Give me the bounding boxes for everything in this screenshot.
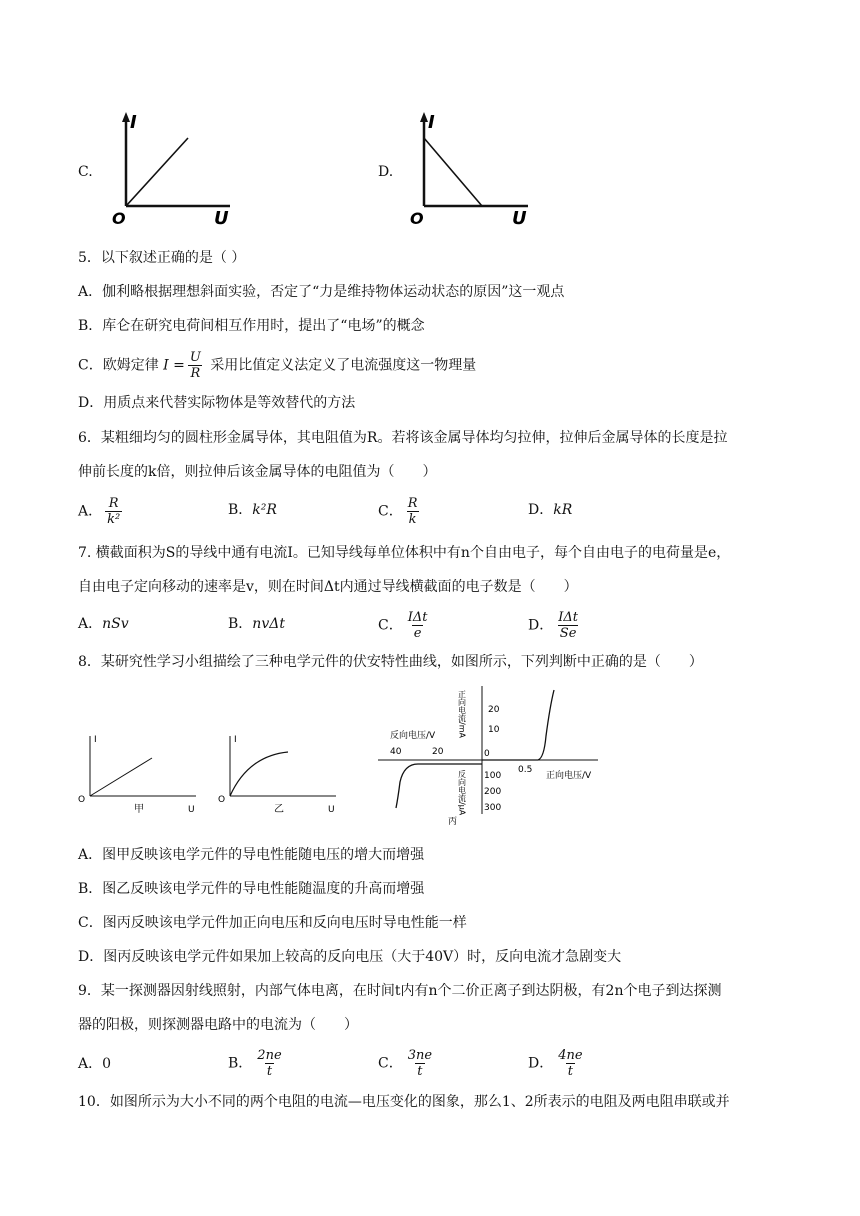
q9-option-b: B． $\frac{2ne}{t}$ bbox=[228, 1048, 282, 1079]
svg-text:10: 10 bbox=[488, 725, 500, 735]
svg-text:乙: 乙 bbox=[274, 804, 284, 815]
svg-text:0: 0 bbox=[484, 749, 490, 759]
q7-line2: 自由电子定向移动的速率是v，则在时间Δt内通过导线横截面的电子数是（ ） bbox=[78, 579, 578, 595]
svg-text:300: 300 bbox=[484, 803, 502, 813]
svg-text:反向电压/V: 反向电压/V bbox=[390, 731, 436, 741]
q7-option-d: D． $\frac{\text{IΔt}}{Se}$ bbox=[528, 610, 578, 641]
graph-c bbox=[110, 110, 240, 230]
svg-text:I: I bbox=[94, 735, 97, 745]
graph-yi bbox=[218, 730, 348, 820]
graph-c-axis-i: I bbox=[130, 112, 137, 133]
q8-stem: 8．某研究性学习小组描绘了三种电学元件的伏安特性曲线，如图所示，下列判断中正确的是（ ） bbox=[78, 654, 703, 670]
graph-d bbox=[408, 110, 538, 230]
graph-c-origin: O bbox=[112, 209, 126, 228]
svg-text:200: 200 bbox=[484, 787, 502, 797]
option-c-label: C. bbox=[78, 164, 93, 180]
svg-text:正向电压/V: 正向电压/V bbox=[546, 771, 592, 781]
svg-text:O: O bbox=[218, 795, 226, 805]
q9-line1: 9．某一探测器因射线照射，内部气体电离，在时间t内有n个二价正离子到达阴极，有2n个电子到达探测 bbox=[78, 983, 722, 999]
q6-option-a: A． $\frac{R}{\text{k²}}$ bbox=[78, 496, 121, 527]
q5-option-b: B．库仑在研究电荷间相互作用时，提出了“电场”的概念 bbox=[78, 318, 425, 334]
graph-d-axis-i: I bbox=[428, 112, 435, 133]
q8-option-d: D．图丙反映该电学元件如果加上较高的反向电压（大于40V）时，反向电流才急剧变大 bbox=[78, 949, 622, 965]
q7-option-a: A．nSv bbox=[78, 616, 129, 632]
q6-option-b: B．k²R bbox=[228, 502, 277, 518]
q6-option-d: D．kR bbox=[528, 502, 573, 518]
q9-option-c: C． $\frac{3ne}{t}$ bbox=[378, 1048, 433, 1079]
graph-bing bbox=[378, 686, 608, 826]
graph-d-origin: O bbox=[410, 209, 424, 228]
q5-option-c-post: 采用比值定义法定义了电流强度这一物理量 bbox=[210, 357, 477, 374]
q7-option-c: C． $\frac{\text{IΔt}}{e}$ bbox=[378, 610, 428, 641]
graph-c-axis-u: U bbox=[214, 208, 229, 229]
svg-text:40: 40 bbox=[390, 747, 402, 757]
q9-option-a: A．0 bbox=[78, 1056, 112, 1072]
q6-option-c: C． $\frac{R}{k}$ bbox=[378, 496, 418, 527]
q8-option-c: C．图丙反映该电学元件加正向电压和反向电压时导电性能一样 bbox=[78, 915, 467, 931]
q5-option-c: C．欧姆定律 I = $\frac{U}{R}$ 采用比值定义法定义了电流强度这一物理量 bbox=[78, 350, 477, 381]
svg-text:0.5: 0.5 bbox=[518, 765, 533, 775]
svg-text:U: U bbox=[188, 805, 195, 815]
q6-line2: 伸前长度的k倍，则拉伸后该金属导体的电阻值为（ ） bbox=[78, 464, 437, 480]
q5-formula-i: I bbox=[163, 357, 169, 374]
svg-text:U: U bbox=[328, 805, 335, 815]
q8-option-b: B．图乙反映该电学元件的导电性能随温度的升高而增强 bbox=[78, 881, 425, 897]
svg-text:I: I bbox=[234, 735, 237, 745]
q7-option-b: B．nvΔt bbox=[228, 616, 285, 632]
q5-option-d: D．用质点来代替实际物体是等效替代的方法 bbox=[78, 395, 356, 411]
q9-option-d: D． $\frac{4ne}{t}$ bbox=[528, 1048, 583, 1079]
svg-text:反向电流/μA: 反向电流/μA bbox=[457, 770, 467, 816]
svg-text:正向电流/mA: 正向电流/mA bbox=[457, 690, 467, 738]
q8-option-a: A．图甲反映该电学元件的导电性能随电压的增大而增强 bbox=[78, 847, 425, 863]
option-d-label: D. bbox=[378, 164, 394, 180]
q6-line1: 6．某粗细均匀的圆柱形金属导体，其电阻值为R。若将该金属导体均匀拉伸，拉伸后金属导体的长度是拉 bbox=[78, 430, 728, 446]
svg-text:20: 20 bbox=[432, 747, 444, 757]
svg-text:100: 100 bbox=[484, 771, 502, 781]
graph-jia bbox=[78, 730, 208, 820]
svg-text:丙: 丙 bbox=[448, 817, 458, 827]
q5-option-c-pre: C．欧姆定律 bbox=[78, 357, 159, 374]
svg-text:20: 20 bbox=[488, 705, 500, 715]
q9-line2: 器的阳极，则探测器电路中的电流为（ ） bbox=[78, 1017, 358, 1033]
q5-option-a: A．伽利略根据理想斜面实验，否定了“力是维持物体运动状态的原因”这一观点 bbox=[78, 284, 565, 300]
svg-text:O: O bbox=[78, 795, 86, 805]
q10-line1: 10．如图所示为大小不同的两个电阻的电流—电压变化的图象，那么1、2所表示的电阻及两电阻串联或并 bbox=[78, 1094, 730, 1110]
q7-line1: 7. 横截面积为S的导线中通有电流I。已知导线每单位体积中有n个自由电子，每个自由电子的电荷量是e， bbox=[78, 545, 731, 561]
q5-stem: 5．以下叙述正确的是（ ） bbox=[78, 250, 246, 266]
q5-fraction: $\frac{U}{R}$ bbox=[189, 350, 201, 381]
svg-text:甲: 甲 bbox=[134, 804, 144, 815]
graph-d-axis-u: U bbox=[512, 208, 527, 229]
